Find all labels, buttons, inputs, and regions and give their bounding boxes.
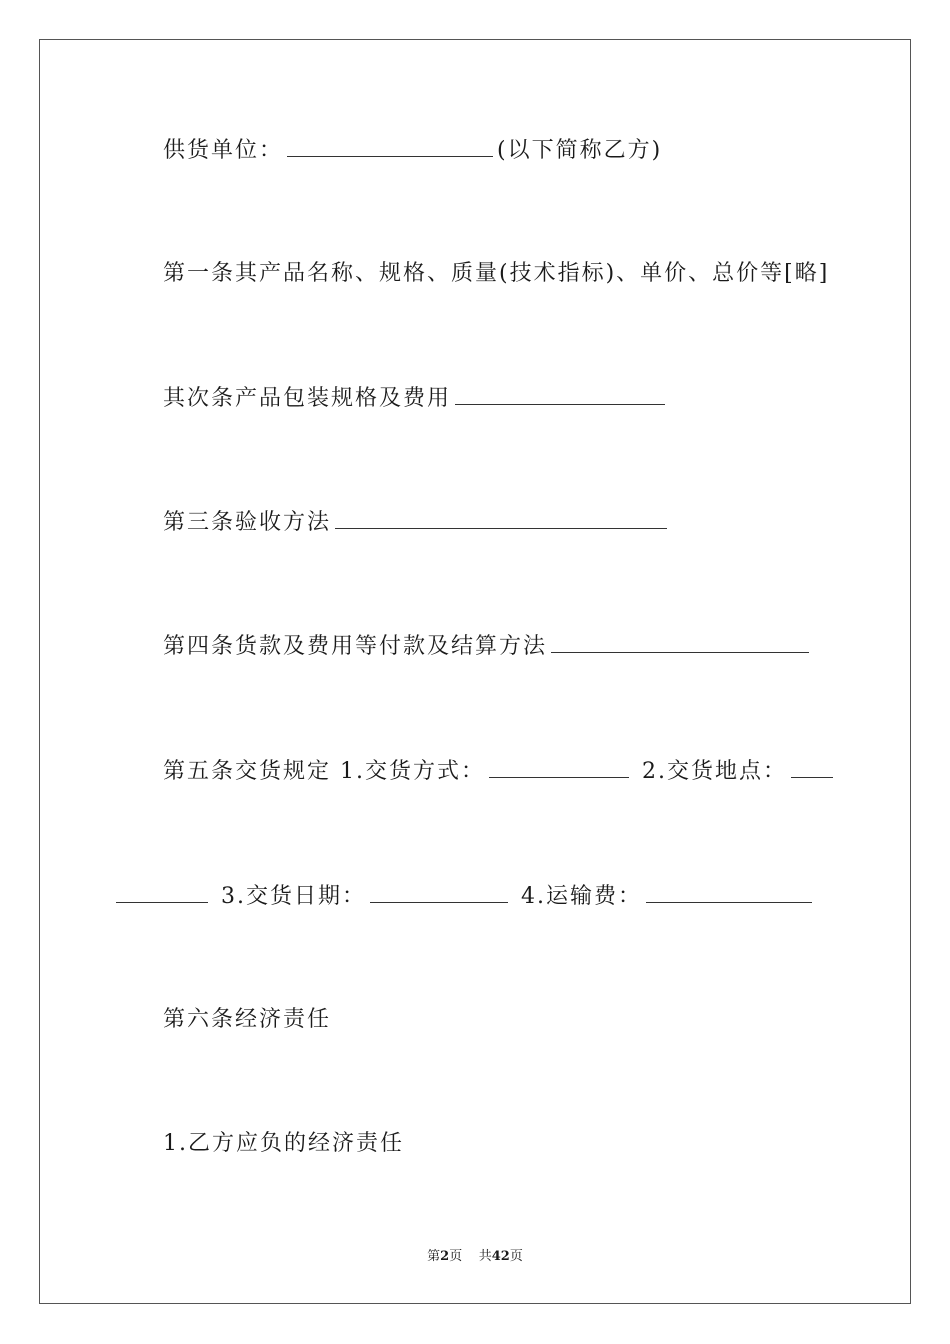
liability-item-1: 1.乙方应负的经济责任 — [163, 1131, 404, 1156]
total-pages: 42 — [491, 1249, 510, 1264]
article-2: 其次条产品包装规格及费用 — [163, 386, 452, 411]
article-5-label: 第五条交货规定 — [163, 759, 332, 784]
freight-blank[interactable] — [646, 882, 812, 903]
total-suffix: 页 — [509, 1249, 523, 1264]
article-4: 第四条货款及费用等付款及结算方法 — [163, 634, 548, 659]
supplier-line — [163, 136, 662, 165]
supplier-suffix: (以下简称乙方) — [497, 138, 663, 163]
total-prefix: 共 — [478, 1249, 492, 1264]
article-3: 第三条验收方法 — [163, 510, 332, 535]
article-2-line — [163, 384, 669, 413]
delivery-method-label: 1.交货方式： — [340, 759, 486, 784]
freight-label: 4.运输费： — [521, 884, 642, 909]
delivery-date-label: 3.交货日期： — [221, 884, 366, 909]
page-number: 2 — [440, 1249, 450, 1264]
delivery-place-blank-cont[interactable] — [116, 882, 208, 903]
article-1: 第一条其产品名称、规格、质量(技术指标)、单价、总价等[略] — [163, 261, 830, 286]
page-prefix: 第 — [427, 1249, 441, 1264]
article-4-line — [163, 632, 813, 661]
delivery-method-blank[interactable] — [489, 757, 629, 778]
page-suffix: 页 — [449, 1249, 463, 1264]
supplier-blank[interactable] — [287, 136, 493, 157]
article-2-blank[interactable] — [455, 384, 665, 405]
page-footer — [0, 1248, 950, 1266]
article-3-line — [163, 508, 671, 537]
article-5-line — [163, 757, 837, 786]
supplier-label: 供货单位： — [163, 138, 284, 163]
article-4-blank[interactable] — [551, 632, 809, 653]
page-frame — [39, 39, 911, 1304]
article-6: 第六条经济责任 — [163, 1007, 332, 1032]
article-5-line-2 — [116, 882, 816, 911]
delivery-date-blank[interactable] — [370, 882, 508, 903]
delivery-place-blank[interactable] — [791, 757, 833, 778]
delivery-place-label: 2.交货地点： — [642, 759, 788, 784]
article-3-blank[interactable] — [335, 508, 667, 529]
